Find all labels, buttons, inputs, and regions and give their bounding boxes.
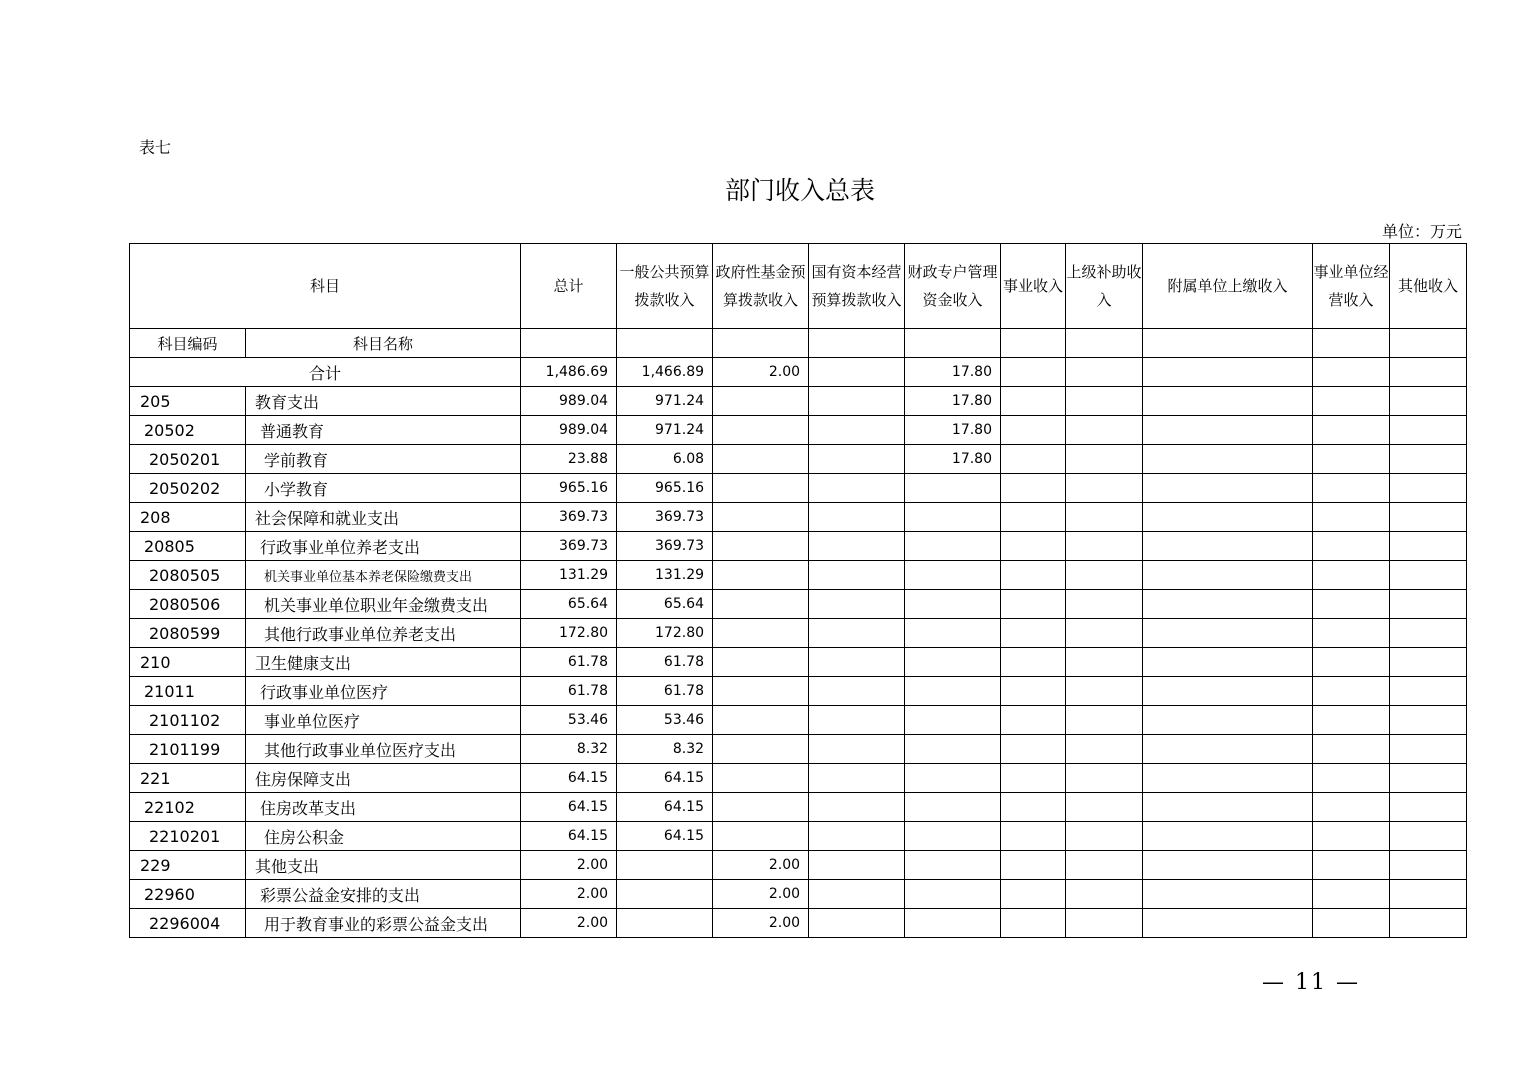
- cell-total: 2.00: [521, 880, 617, 909]
- cell-fiscal-special: [905, 648, 1001, 677]
- cell-general-budget: [617, 880, 713, 909]
- header-other: 其他收入: [1390, 244, 1467, 329]
- subject-name: 用于教育事业的彩票公益金支出: [246, 909, 521, 938]
- cell-fiscal-special: 17.80: [905, 387, 1001, 416]
- cell-fiscal-special: [905, 619, 1001, 648]
- total-label: 合计: [130, 358, 521, 387]
- header-subject: 科目: [130, 244, 521, 329]
- header-state-capital: 国有资本经营预算拨款收入: [809, 244, 905, 329]
- cell-gov-fund: [713, 532, 809, 561]
- subject-code: 2296004: [130, 909, 246, 938]
- cell-general-budget: 64.15: [617, 822, 713, 851]
- income-summary-table: [129, 243, 1467, 938]
- cell-total: 172.80: [521, 619, 617, 648]
- cell-total: 61.78: [521, 648, 617, 677]
- cell-gov-fund: [713, 590, 809, 619]
- cell-gov-fund: [713, 561, 809, 590]
- cell-fiscal-special: 17.80: [905, 445, 1001, 474]
- cell-general-budget: 369.73: [617, 532, 713, 561]
- table-row: [130, 880, 1467, 909]
- cell-gov-fund: [713, 445, 809, 474]
- cell-gov-fund: [713, 735, 809, 764]
- cell-total: 64.15: [521, 764, 617, 793]
- cell-fiscal-special: [905, 764, 1001, 793]
- cell-gov-fund: [713, 706, 809, 735]
- subject-code: 221: [130, 764, 246, 793]
- cell-gov-fund: [713, 619, 809, 648]
- subject-code: 2080506: [130, 590, 246, 619]
- cell-general-budget: 53.46: [617, 706, 713, 735]
- cell-total: 965.16: [521, 474, 617, 503]
- cell-general-budget: 971.24: [617, 416, 713, 445]
- subject-name: 普通教育: [246, 416, 521, 445]
- table-row: [130, 416, 1467, 445]
- subject-code: 208: [130, 503, 246, 532]
- subject-code: 210: [130, 648, 246, 677]
- total-cell-total: 1,486.69: [521, 358, 617, 387]
- cell-fiscal-special: [905, 532, 1001, 561]
- cell-fiscal-special: [905, 735, 1001, 764]
- subject-code: 2050201: [130, 445, 246, 474]
- table-row: [130, 851, 1467, 880]
- cell-gov-fund: 2.00: [713, 880, 809, 909]
- cell-general-budget: 965.16: [617, 474, 713, 503]
- cell-total: 64.15: [521, 822, 617, 851]
- header-general-budget: 一般公共预算拨款收入: [617, 244, 713, 329]
- subject-name: 事业单位医疗: [246, 706, 521, 735]
- cell-total: 989.04: [521, 416, 617, 445]
- cell-general-budget: 65.64: [617, 590, 713, 619]
- table-row: [130, 561, 1467, 590]
- table-row: [130, 764, 1467, 793]
- cell-gov-fund: [713, 387, 809, 416]
- table-row: [130, 532, 1467, 561]
- total-cell-general-budget: 1,466.89: [617, 358, 713, 387]
- cell-general-budget: [617, 851, 713, 880]
- subject-code: 2210201: [130, 822, 246, 851]
- header-name: 科目名称: [246, 329, 521, 358]
- table-row: [130, 590, 1467, 619]
- cell-general-budget: 61.78: [617, 677, 713, 706]
- table-row: [130, 474, 1467, 503]
- cell-total: 53.46: [521, 706, 617, 735]
- header-affiliated: 附属单位上缴收入: [1143, 244, 1313, 329]
- cell-general-budget: 131.29: [617, 561, 713, 590]
- subject-name: 住房改革支出: [246, 793, 521, 822]
- header-fiscal-special: 财政专户管理资金收入: [905, 244, 1001, 329]
- subject-code: 22960: [130, 880, 246, 909]
- cell-fiscal-special: [905, 851, 1001, 880]
- total-row: [130, 358, 1467, 387]
- cell-total: 64.15: [521, 793, 617, 822]
- header-total: 总计: [521, 244, 617, 329]
- cell-fiscal-special: [905, 677, 1001, 706]
- cell-total: 65.64: [521, 590, 617, 619]
- subject-name: 其他行政事业单位养老支出: [246, 619, 521, 648]
- total-cell-fiscal-special: 17.80: [905, 358, 1001, 387]
- subject-name: 住房公积金: [246, 822, 521, 851]
- subject-code: 22102: [130, 793, 246, 822]
- cell-fiscal-special: [905, 561, 1001, 590]
- table-row: [130, 648, 1467, 677]
- subject-name: 小学教育: [246, 474, 521, 503]
- cell-gov-fund: [713, 474, 809, 503]
- cell-general-budget: 172.80: [617, 619, 713, 648]
- cell-general-budget: 369.73: [617, 503, 713, 532]
- cell-fiscal-special: [905, 590, 1001, 619]
- cell-gov-fund: 2.00: [713, 909, 809, 938]
- cell-total: 369.73: [521, 503, 617, 532]
- table-row: [130, 909, 1467, 938]
- cell-gov-fund: [713, 677, 809, 706]
- table-number: 表七: [139, 138, 172, 157]
- cell-fiscal-special: [905, 822, 1001, 851]
- total-cell-gov-fund: 2.00: [713, 358, 809, 387]
- subject-code: 229: [130, 851, 246, 880]
- cell-gov-fund: [713, 793, 809, 822]
- cell-fiscal-special: [905, 880, 1001, 909]
- cell-total: 989.04: [521, 387, 617, 416]
- subject-code: 20502: [130, 416, 246, 445]
- subject-code: 2050202: [130, 474, 246, 503]
- header-row: [130, 244, 1467, 329]
- cell-general-budget: 61.78: [617, 648, 713, 677]
- cell-fiscal-special: 17.80: [905, 416, 1001, 445]
- cell-general-budget: [617, 909, 713, 938]
- subject-name: 住房保障支出: [246, 764, 521, 793]
- table-row: [130, 619, 1467, 648]
- subject-name: 机关事业单位基本养老保险缴费支出: [246, 561, 521, 590]
- header-business-operating: 事业单位经营收入: [1313, 244, 1390, 329]
- cell-gov-fund: [713, 822, 809, 851]
- cell-fiscal-special: [905, 706, 1001, 735]
- cell-gov-fund: [713, 764, 809, 793]
- subject-name: 学前教育: [246, 445, 521, 474]
- subject-name: 卫生健康支出: [246, 648, 521, 677]
- table-row: [130, 677, 1467, 706]
- subject-code: 2101199: [130, 735, 246, 764]
- subject-name: 教育支出: [246, 387, 521, 416]
- subject-name: 彩票公益金安排的支出: [246, 880, 521, 909]
- header-business: 事业收入: [1001, 244, 1066, 329]
- cell-gov-fund: [713, 416, 809, 445]
- cell-gov-fund: 2.00: [713, 851, 809, 880]
- cell-fiscal-special: [905, 909, 1001, 938]
- cell-general-budget: 8.32: [617, 735, 713, 764]
- cell-general-budget: 64.15: [617, 793, 713, 822]
- table-row: [130, 387, 1467, 416]
- subject-code: 21011: [130, 677, 246, 706]
- header-code: 科目编码: [130, 329, 246, 358]
- cell-general-budget: 971.24: [617, 387, 713, 416]
- cell-total: 61.78: [521, 677, 617, 706]
- table-row: [130, 822, 1467, 851]
- subject-code: 2101102: [130, 706, 246, 735]
- subject-name: 社会保障和就业支出: [246, 503, 521, 532]
- subject-name: 其他行政事业单位医疗支出: [246, 735, 521, 764]
- subject-name: 行政事业单位养老支出: [246, 532, 521, 561]
- cell-total: 369.73: [521, 532, 617, 561]
- cell-fiscal-special: [905, 503, 1001, 532]
- cell-general-budget: 64.15: [617, 764, 713, 793]
- subject-code: 205: [130, 387, 246, 416]
- cell-gov-fund: [713, 503, 809, 532]
- cell-general-budget: 6.08: [617, 445, 713, 474]
- subject-code: 2080599: [130, 619, 246, 648]
- subject-name: 其他支出: [246, 851, 521, 880]
- subject-name: 机关事业单位职业年金缴费支出: [246, 590, 521, 619]
- table-row: [130, 706, 1467, 735]
- table-row: [130, 735, 1467, 764]
- page-title: 部门收入总表: [724, 176, 875, 205]
- cell-gov-fund: [713, 648, 809, 677]
- cell-fiscal-special: [905, 474, 1001, 503]
- cell-total: 8.32: [521, 735, 617, 764]
- cell-total: 131.29: [521, 561, 617, 590]
- table-row: [130, 503, 1467, 532]
- subject-code: 2080505: [130, 561, 246, 590]
- cell-total: 2.00: [521, 851, 617, 880]
- cell-fiscal-special: [905, 793, 1001, 822]
- header-superior-subsidy: 上级补助收入: [1066, 244, 1143, 329]
- cell-total: 2.00: [521, 909, 617, 938]
- cell-total: 23.88: [521, 445, 617, 474]
- subject-name: 行政事业单位医疗: [246, 677, 521, 706]
- unit-label: 单位：万元: [1381, 222, 1462, 241]
- table-row: [130, 445, 1467, 474]
- table-row: [130, 793, 1467, 822]
- subheader-row: [130, 329, 1467, 358]
- page-number: — 11 —: [1262, 970, 1360, 995]
- subject-code: 20805: [130, 532, 246, 561]
- header-gov-fund: 政府性基金预算拨款收入: [713, 244, 809, 329]
